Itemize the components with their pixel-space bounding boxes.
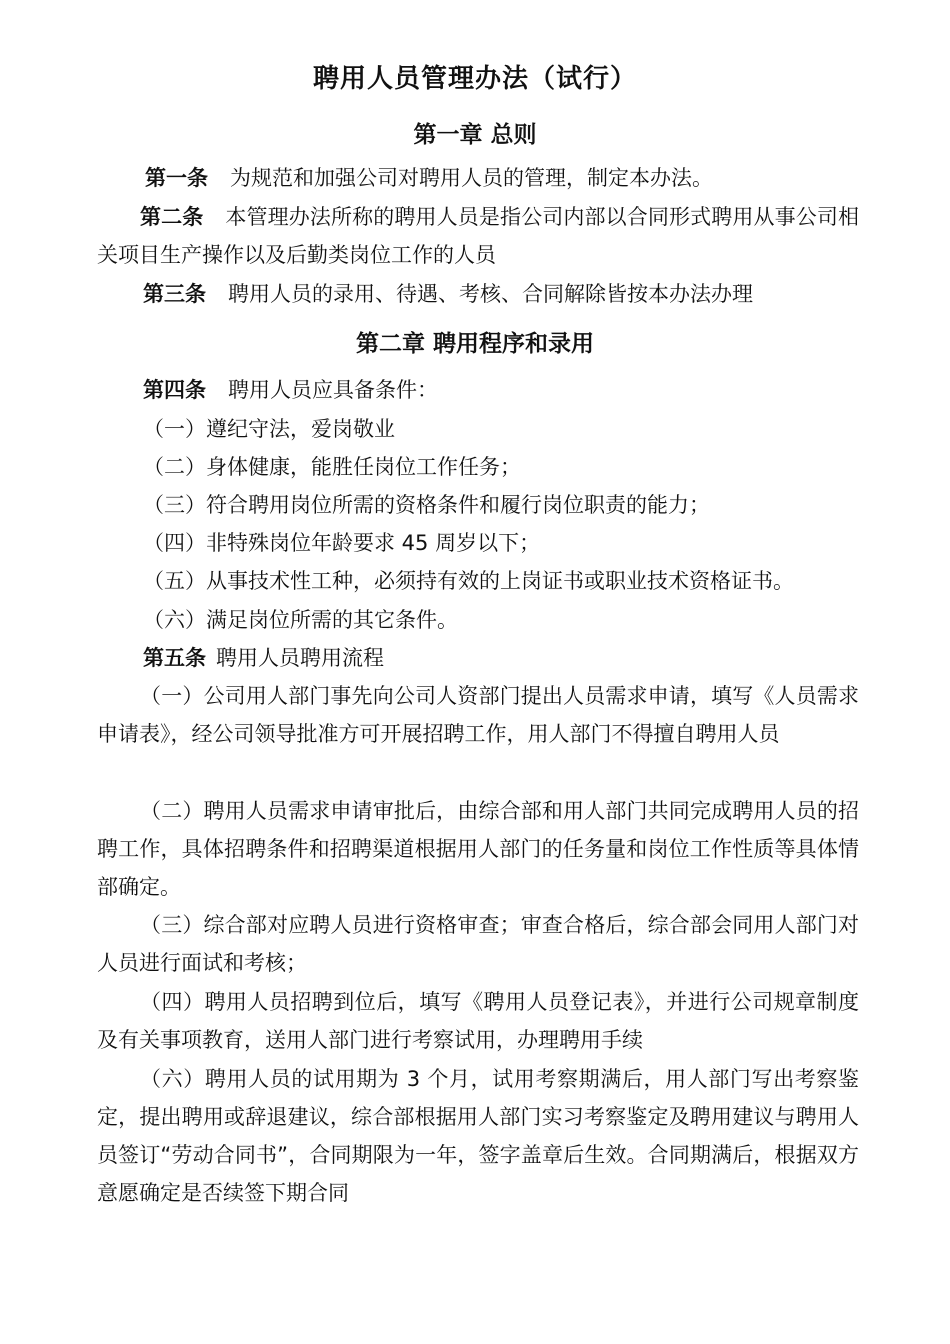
condition-item: （一）遵纪守法，爱岗敬业	[143, 417, 395, 441]
article-3-label: 第三条	[143, 282, 206, 306]
article-1-label: 第一条	[145, 166, 208, 190]
process-step: （二）聘用人员需求申请审批后，由综合部和用人部门共同完成聘用人员的招聘工作，具体招聘条件和招聘渠道根据用人部门的任务量和岗位工作性质等具体情部确定。	[97, 799, 859, 899]
process-step: （一）公司用人部门事先向公司人资部门提出人员需求申请，填写《人员需求申请表》，经公司领导批准方可开展招聘工作，用人部门不得擅自聘用人员	[97, 684, 859, 746]
chapter-1-heading: 第一章 总则	[413, 122, 537, 148]
article-2	[97, 198, 859, 274]
article-3	[143, 279, 753, 309]
article-4-text: 聘用人员应具备条件：	[228, 378, 438, 402]
article-5-label: 第五条	[143, 646, 206, 670]
article-4-label: 第四条	[143, 378, 206, 402]
article-2-label: 第二条	[140, 205, 204, 229]
article-1-text: 为规范和加强公司对聘用人员的管理，制定本办法。	[230, 166, 713, 190]
article-4	[143, 375, 438, 405]
article-2-text: 本管理办法所称的聘用人员是指公司内部以合同形式聘用从事公司相关项目生产操作以及后勤类岗位工作的人员	[97, 205, 860, 267]
condition-item: （三）符合聘用岗位所需的资格条件和履行岗位职责的能力；	[143, 493, 710, 517]
condition-item: （二）身体健康，能胜任岗位工作任务；	[143, 455, 521, 479]
article-5	[143, 643, 384, 673]
chapter-2-heading: 第二章 聘用程序和录用	[355, 331, 594, 357]
article-3-text: 聘用人员的录用、待遇、考核、合同解除皆按本办法办理	[228, 282, 753, 306]
condition-item: （六）满足岗位所需的其它条件。	[143, 608, 458, 632]
process-step: （三）综合部对应聘人员进行资格审查；审查合格后，综合部会同用人部门对人员进行面试和考核；	[97, 913, 859, 975]
process-step: （四）聘用人员招聘到位后，填写《聘用人员登记表》，并进行公司规章制度及有关事项教育，送用人部门进行考察试用，办理聘用手续	[97, 990, 859, 1052]
condition-item: （五）从事技术性工种，必须持有效的上岗证书或职业技术资格证书。	[143, 569, 794, 593]
article-1	[145, 163, 713, 193]
article-5-text: 聘用人员聘用流程	[216, 646, 384, 670]
document-title: 聘用人员管理办法（试行）	[312, 64, 637, 94]
process-step: （六）聘用人员的试用期为 3 个月，试用考察期满后，用人部门写出考察鉴定，提出聘用或辞退建议，综合部根据用人部门实习考察鉴定及聘用建议与聘用人员签订“劳动合同书”，合同期限为一年，签字盖章后生效。合同期满后，根据双方意愿确定是否续签下期合同	[97, 1067, 859, 1205]
condition-item: （四）非特殊岗位年龄要求 45 周岁以下；	[143, 531, 541, 555]
